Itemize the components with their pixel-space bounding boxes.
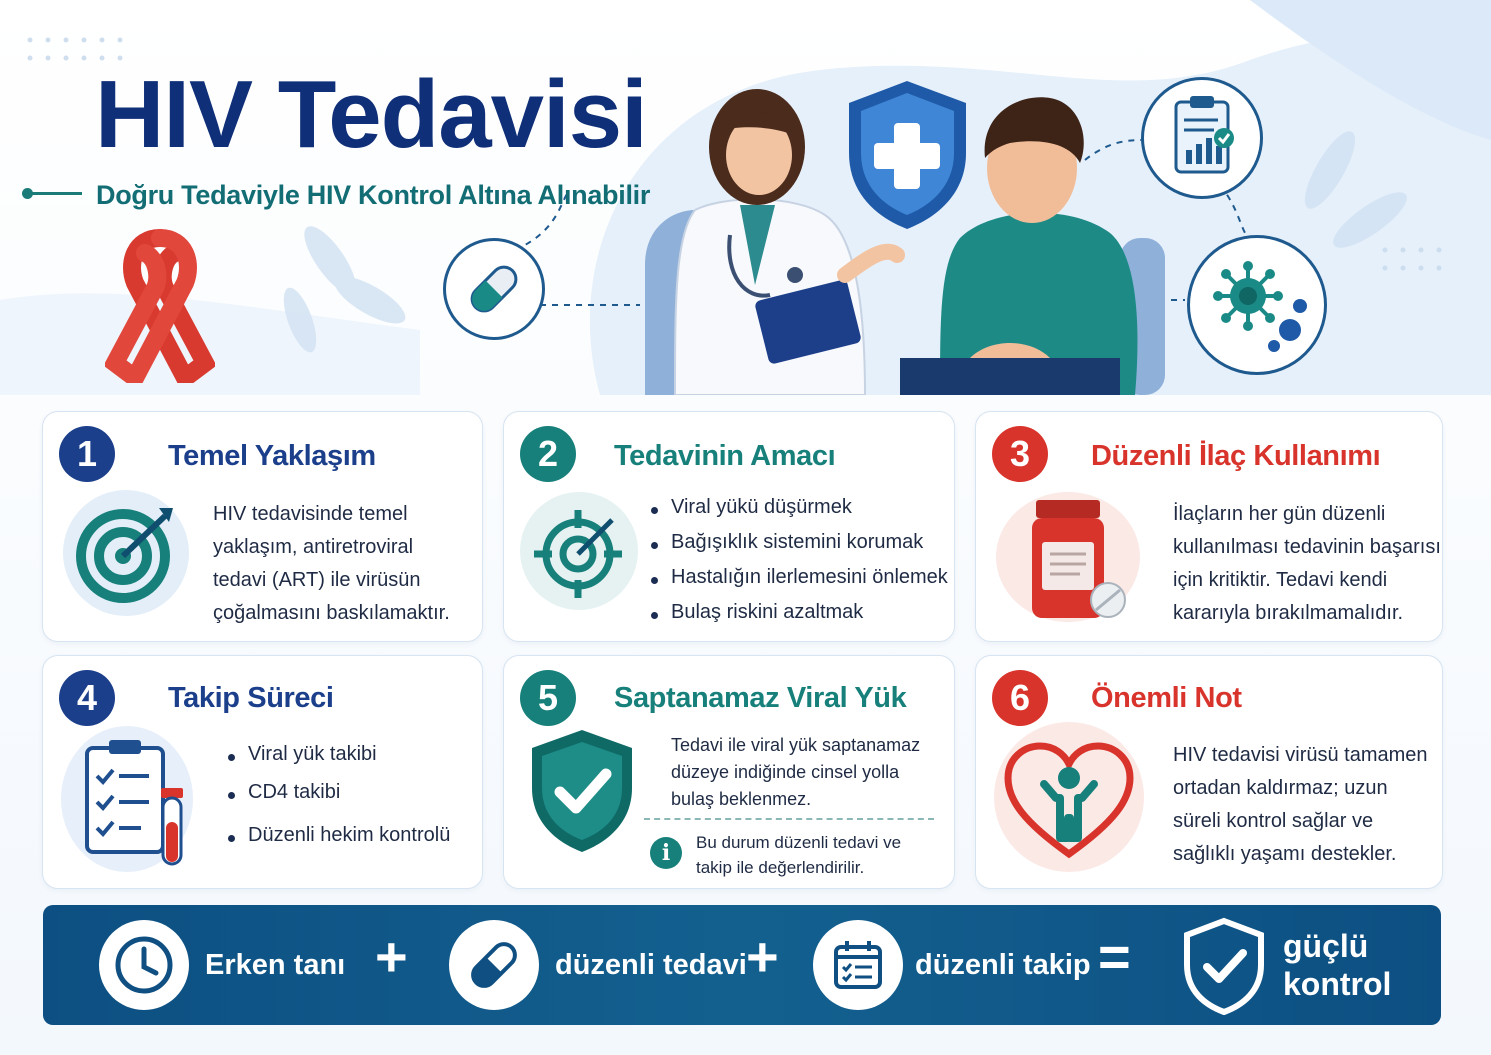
clipboard-chart-circle [1141,77,1263,199]
card-duzenli-ilac [975,411,1443,642]
card-number: 1 [59,426,115,482]
card-text-line: için kritiktir. Tedavi kendi [1173,569,1388,591]
card-text-line: İlaçların her gün düzenli [1173,503,1386,525]
crosshair-icon [520,492,638,610]
equals-sign: = [1098,925,1131,988]
calendar-icon [826,933,890,997]
capsule-circle [443,238,545,340]
card-number: 6 [992,670,1048,726]
list-item: Viral yük takibi [226,743,450,781]
card-text-line: kararıyla bırakılmamalıdır. [1173,602,1404,624]
card-text [213,498,450,630]
card-list [226,743,450,862]
card-text-line: çoğalmasını baskılamaktır. [213,602,450,624]
card-text [671,732,920,813]
card-text-line: yaklaşım, antiretroviral [213,536,414,558]
card-number: 3 [992,426,1048,482]
footer-step-erken-tani: Erken tanı [205,949,346,981]
list-item: Bulaş riskini azaltmak [649,601,948,636]
clipboard-chart-icon [1144,80,1260,196]
list-item: Hastalığın ilerlemesini önlemek [649,566,948,601]
note-divider [644,818,934,820]
card-title: Saptanamaz Viral Yük [614,682,907,714]
footer-result-line: kontrol [1283,966,1392,1002]
card-text-line: süreli kontrol sağlar ve [1173,810,1374,832]
card-text-line: düzeye indiğinde cinsel yolla [671,762,900,782]
shield-check-icon [1181,917,1267,1015]
target-icon [63,490,189,616]
card-list [649,496,948,636]
virus-circle [1187,235,1327,375]
pill-bottle-icon [996,492,1140,622]
subtitle-divider [24,192,82,195]
list-item: CD4 takibi [226,781,450,824]
card-title: Düzenli İlaç Kullanımı [1091,440,1381,472]
card-number: 5 [520,670,576,726]
card-title: Takip Süreci [168,682,334,714]
card-text-line: HIV tedavisi virüsü tamamen [1173,744,1428,766]
card-text-line: bulaş beklenmez. [671,789,812,809]
heart-person-icon [994,722,1144,872]
page-title: HIV Tedavisi [95,61,647,168]
crosshair-icon-bg [520,492,638,610]
card-temel-yaklasim [42,411,483,642]
card-saptanamaz-viral-yuk [503,655,955,889]
clock-icon-circle [99,920,189,1010]
footer-step-duzenli-takip: düzenli takip [915,949,1091,981]
card-text-line: kullanılması tedavinin başarısı [1173,536,1441,558]
card-text-line: ortadan kaldırmaz; uzun [1173,777,1388,799]
footer-result [1283,927,1391,1003]
list-item: Viral yükü düşürmek [649,496,948,531]
card-title: Tedavinin Amacı [614,440,836,472]
card-text-line: sağlıklı yaşamı destekler. [1173,843,1397,865]
test-tube-icon [157,786,187,872]
capsule-icon [459,930,529,1000]
info-note-line: takip ile değerlendirilir. [696,858,865,877]
card-text-line: Tedavi ile viral yük saptanamaz [671,735,921,755]
calendar-icon-circle [813,920,903,1010]
clock-icon [112,933,176,997]
patient-illustration [900,88,1165,395]
pill-bottle-icon-bg [996,492,1140,622]
card-title: Temel Yaklaşım [168,440,376,472]
list-item: Düzenli hekim kontrolü [226,824,450,862]
virus-icon [1190,238,1324,372]
card-text [1173,498,1441,630]
shield-check-icon [526,726,638,856]
plus-sign: + [746,925,779,988]
card-text [1173,739,1428,871]
target-icon-bg [63,490,189,616]
card-number: 2 [520,426,576,482]
card-tedavinin-amaci [503,411,955,642]
card-onemli-not [975,655,1443,889]
heart-person-icon-bg [994,722,1144,872]
capsule-icon-circle [449,920,539,1010]
card-text-line: tedavi (ART) ile virüsün [213,569,421,591]
list-item: Bağışıklık sistemini korumak [649,531,948,566]
plus-sign: + [375,925,408,988]
red-ribbon-icon [105,228,215,383]
card-takip-sureci [42,655,483,889]
card-text-line: HIV tedavisinde temel [213,503,408,525]
clipboard-icon-bg [61,726,193,872]
footer-formula-bar [43,905,1441,1025]
footer-result-line: güçlü [1283,928,1369,964]
page-subtitle: Doğru Tedaviyle HIV Kontrol Altına Alınabilir [96,180,651,210]
info-note-line: Bu durum düzenli tedavi ve [696,833,902,852]
card-number: 4 [59,670,115,726]
card-title: Önemli Not [1091,682,1242,714]
info-icon: i [650,837,682,869]
footer-step-duzenli-tedavi: düzenli tedavi [555,949,747,981]
capsule-icon [446,241,542,337]
info-note [696,830,901,880]
